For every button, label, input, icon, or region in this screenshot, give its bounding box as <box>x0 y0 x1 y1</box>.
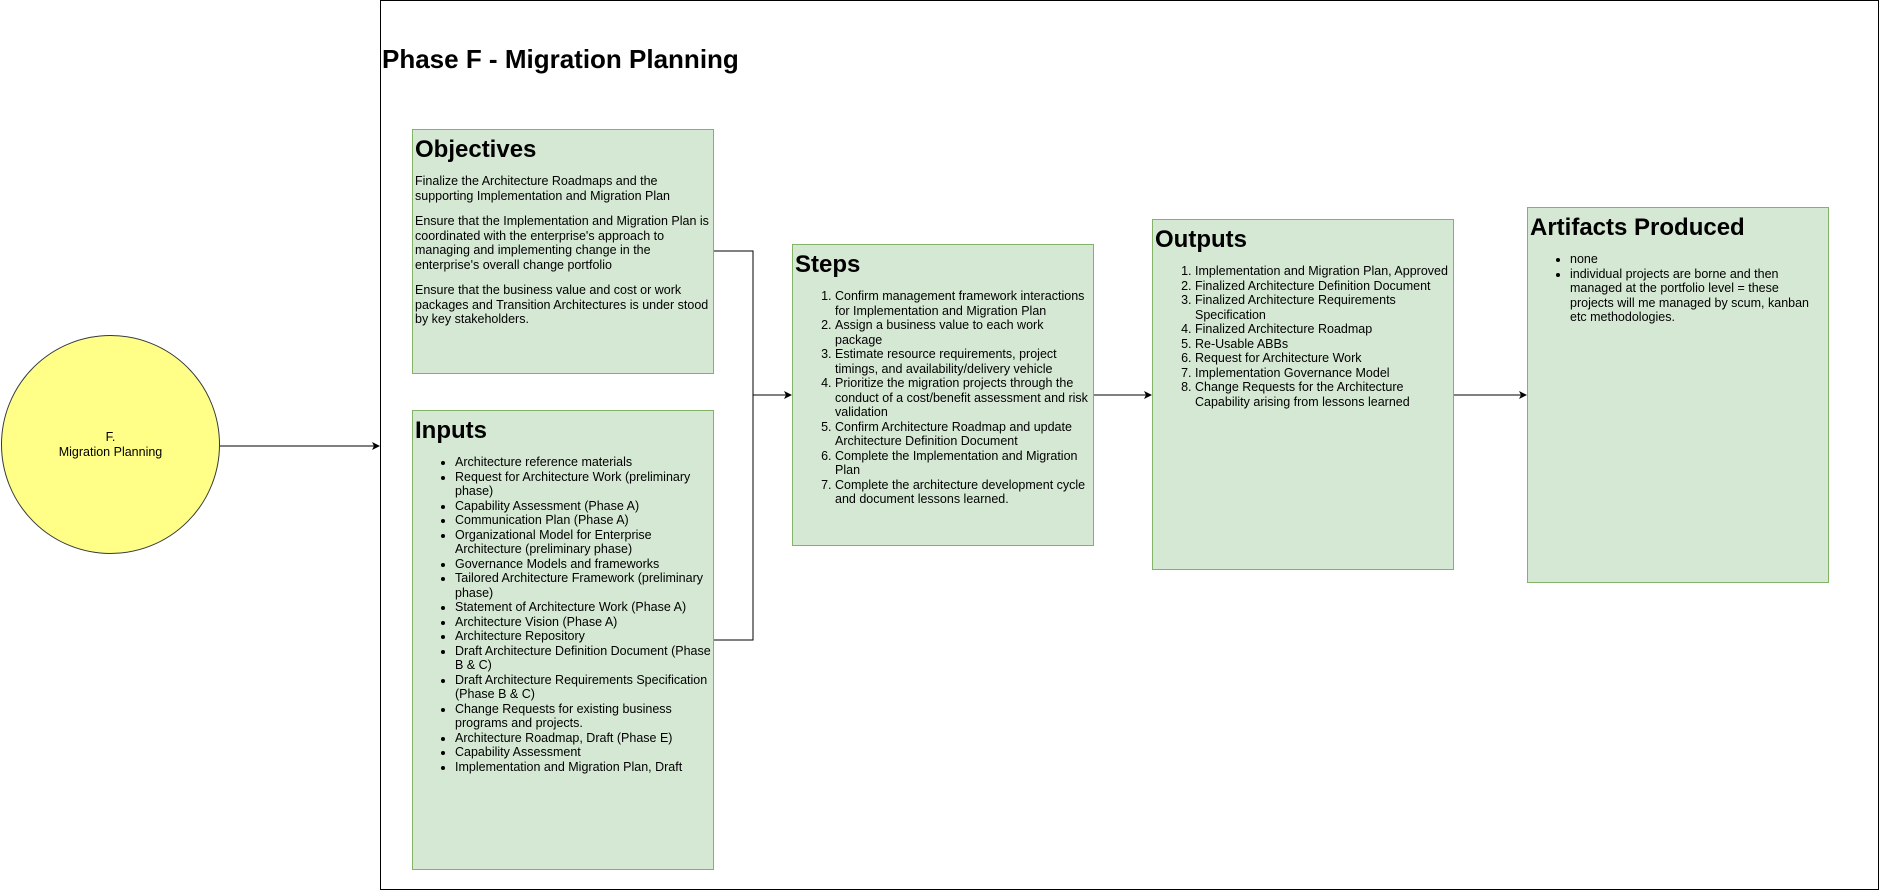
output-item: 6. Request for Architecture Work <box>1195 351 1451 366</box>
step-item: 4. Prioritize the migration projects through the conduct of a cost/benefit assessment and risk validation <box>835 376 1091 420</box>
steps-heading: Steps <box>795 251 861 278</box>
output-item: 1. Implementation and Migration Plan, Approved <box>1195 264 1451 279</box>
step-item: 5. Confirm Architecture Roadmap and update Architecture Definition Document <box>835 420 1091 449</box>
input-item: • Governance Models and frameworks <box>455 557 711 572</box>
input-item: • Request for Architecture Work (preliminary phase) <box>455 470 711 499</box>
step-item: 6. Complete the Implementation and Migration Plan <box>835 449 1091 478</box>
input-item: • Architecture Roadmap, Draft (Phase E) <box>455 731 711 746</box>
input-item: • Change Requests for existing business programs and projects. <box>455 702 711 731</box>
phase-circle-letter: F. <box>105 429 116 444</box>
phase-circle-name: Migration Planning <box>58 444 163 459</box>
objective-item: Finalize the Architecture Roadmaps and the supporting Implementation and Migration Plan <box>415 174 671 203</box>
input-item: • Organizational Model for Enterprise Architecture (preliminary phase) <box>455 528 711 557</box>
input-item: • Capability Assessment (Phase A) <box>455 499 711 514</box>
objective-item: Ensure that the business value and cost or work packages and Transition Architectures is under stood by key stakeholders. <box>415 283 709 326</box>
output-item: 3. Finalized Architecture Requirements Specification <box>1195 293 1451 322</box>
input-item: • Capability Assessment <box>455 745 711 760</box>
outputs-heading: Outputs <box>1155 226 1247 253</box>
artifact-item: • individual projects are borne and then managed at the portfolio level = these projects will me managed by scum, kanban etc methodologies. <box>1570 267 1826 325</box>
input-item: • Draft Architecture Definition Document (Phase B & C) <box>455 644 711 673</box>
input-item: • Draft Architecture Requirements Specification (Phase B & C) <box>455 673 711 702</box>
objective-item: Ensure that the Implementation and Migration Plan is coordinated with the enterprise's approach to managing and implementing change in the enterprise's overall change portfolio <box>415 214 709 272</box>
step-item: 3. Estimate resource requirements, project timings, and availability/delivery vehicle <box>835 347 1091 376</box>
inputs-heading: Inputs <box>415 417 487 444</box>
connector-inputs-to-steps <box>714 395 753 640</box>
output-item: 2. Finalized Architecture Definition Document <box>1195 279 1451 294</box>
output-item: 4. Finalized Architecture Roadmap <box>1195 322 1451 337</box>
input-item: • Architecture Vision (Phase A) <box>455 615 711 630</box>
input-item: • Architecture reference materials <box>455 455 711 470</box>
objectives-heading: Objectives <box>415 136 537 163</box>
input-item: • Architecture Repository <box>455 629 711 644</box>
step-item: 7. Complete the architecture development cycle and document lessons learned. <box>835 478 1091 507</box>
connector-objectives-to-steps <box>714 251 791 395</box>
input-item: • Implementation and Migration Plan, Draft <box>455 760 711 775</box>
page-title: Phase F - Migration Planning <box>382 44 739 74</box>
step-item: 1. Confirm management framework interactions for Implementation and Migration Plan <box>835 289 1091 318</box>
step-item: 2. Assign a business value to each work package <box>835 318 1091 347</box>
output-item: 7. Implementation Governance Model <box>1195 366 1451 381</box>
input-item: • Statement of Architecture Work (Phase A) <box>455 600 711 615</box>
input-item: • Tailored Architecture Framework (preliminary phase) <box>455 571 711 600</box>
input-item: • Communication Plan (Phase A) <box>455 513 711 528</box>
artifact-item: • none <box>1570 252 1826 267</box>
output-item: 8. Change Requests for the Architecture Capability arising from lessons learned <box>1195 380 1451 409</box>
artifacts-heading: Artifacts Produced <box>1530 214 1745 241</box>
output-item: 5. Re-Usable ABBs <box>1195 337 1451 352</box>
